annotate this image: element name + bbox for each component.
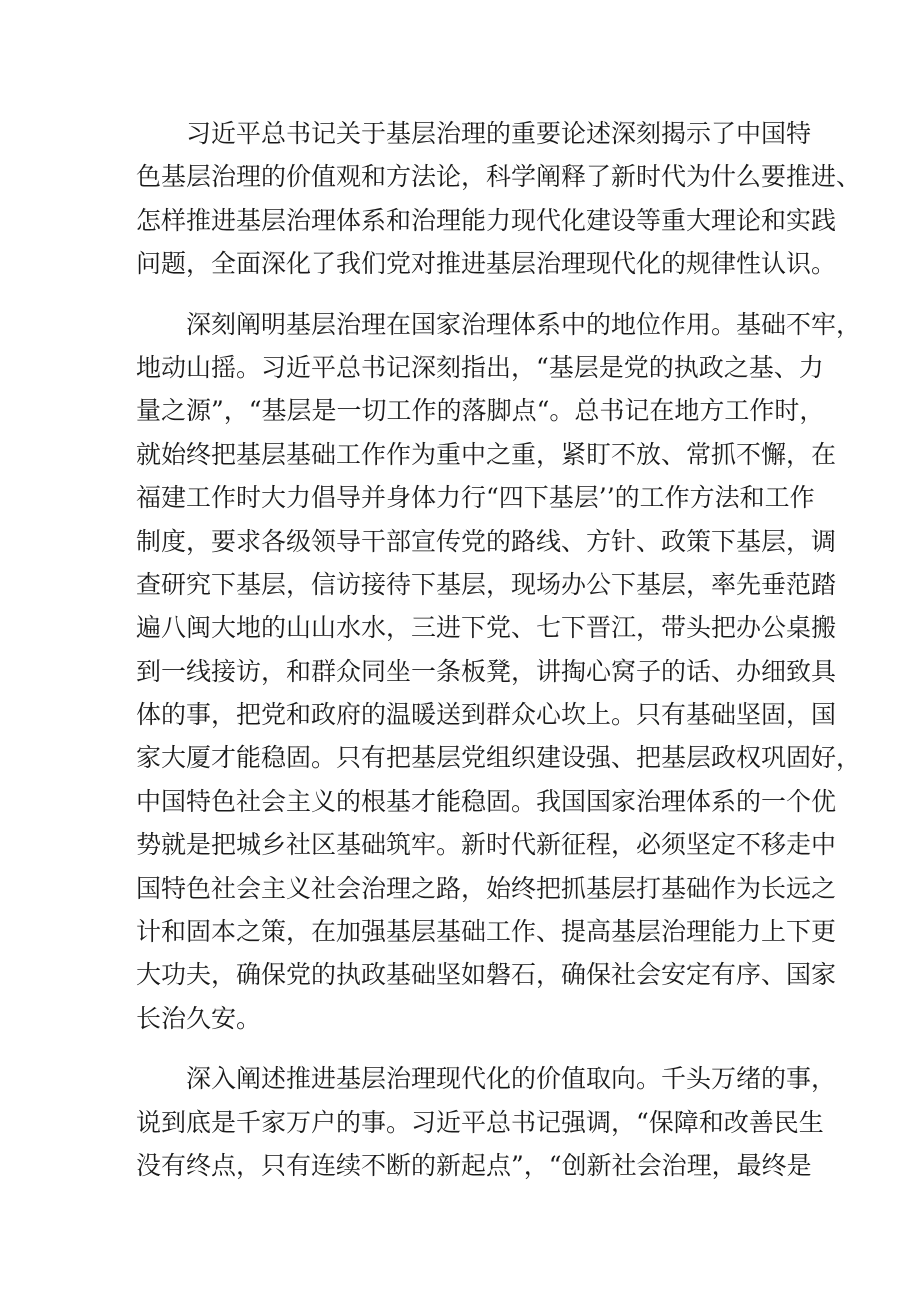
text-line: 深刻阐明基层治理在国家治理体系中的地位作用。基础不牢， bbox=[186, 309, 862, 339]
text-line: 计和固本之策，在加强基层基础工作、提高基层治理能力上下更 bbox=[136, 917, 837, 947]
text-line: 遍八闽大地的山山水水，三进下党、七下晋江，带头把办公桌搬 bbox=[136, 613, 837, 643]
text-line: 问题，全面深化了我们党对推进基层治理现代化的规律性认识。 bbox=[136, 249, 837, 279]
text-line: 怎样推进基层治理体系和治理能力现代化建设等重大理论和实践 bbox=[136, 205, 837, 235]
text-line: 家大厦才能稳固。只有把基层党组织建设强、把基层政权巩固好， bbox=[136, 743, 862, 773]
text-line: 中国特色社会主义的根基才能稳固。我国国家治理体系的一个优 bbox=[136, 786, 837, 816]
paragraph-2 bbox=[136, 303, 862, 1041]
text-line: 说到底是千家万户的事。习近平总书记强调，“保障和改善民生 bbox=[136, 1107, 824, 1137]
paragraph-1 bbox=[136, 112, 862, 286]
text-line: 没有终点，只有连续不断的新起点”，“创新社会治理，最终是 bbox=[136, 1150, 812, 1180]
text-line: 到一线接访，和群众同坐一条板凳，讲掏心窝子的话、办细致具 bbox=[136, 656, 837, 686]
text-line: 色基层治理的价值观和方法论，科学阐释了新时代为什么要推进、 bbox=[136, 162, 862, 192]
text-line: 习近平总书记关于基层治理的重要论述深刻揭示了中国特 bbox=[186, 119, 812, 148]
text-line: 势就是把城乡社区基础筑牢。新时代新征程，必须坚定不移走中 bbox=[136, 830, 837, 860]
text-line: 大功夫，确保党的执政基础坚如磐石，确保社会安定有序、国家 bbox=[136, 960, 837, 990]
text-line: 福建工作时大力倡导并身体力行“四下基层’’的工作方法和工作 bbox=[136, 483, 815, 513]
text-line: 深入阐述推进基层治理现代化的价值取向。千头万绪的事， bbox=[186, 1064, 837, 1094]
text-line: 查研究下基层，信访接待下基层，现场办公下基层，率先垂范踏 bbox=[136, 569, 837, 599]
text-line: 制度，要求各级领导干部宣传党的路线、方针、政策下基层，调 bbox=[136, 526, 837, 556]
paragraph-gap bbox=[136, 286, 786, 303]
text-line: 长治久安。 bbox=[136, 1003, 262, 1033]
text-line: 体的事，把党和政府的温暖送到群众心坎上。只有基础坚固，国 bbox=[136, 700, 837, 730]
document-page bbox=[136, 112, 862, 1187]
text-line: 就始终把基层基础工作作为重中之重，紧盯不放、常抓不懈，在 bbox=[136, 439, 837, 469]
paragraph-3 bbox=[136, 1057, 837, 1187]
text-line: 量之源”，“基层是一切工作的落脚点“。总书记在地方工作时， bbox=[136, 396, 825, 426]
text-line: 地动山摇。习近平总书记深刻指出，“基层是党的执政之基、力 bbox=[136, 352, 824, 382]
text-line: 国特色社会主义社会治理之路，始终把抓基层打基础作为长远之 bbox=[136, 873, 837, 903]
paragraph-gap bbox=[136, 1040, 786, 1057]
